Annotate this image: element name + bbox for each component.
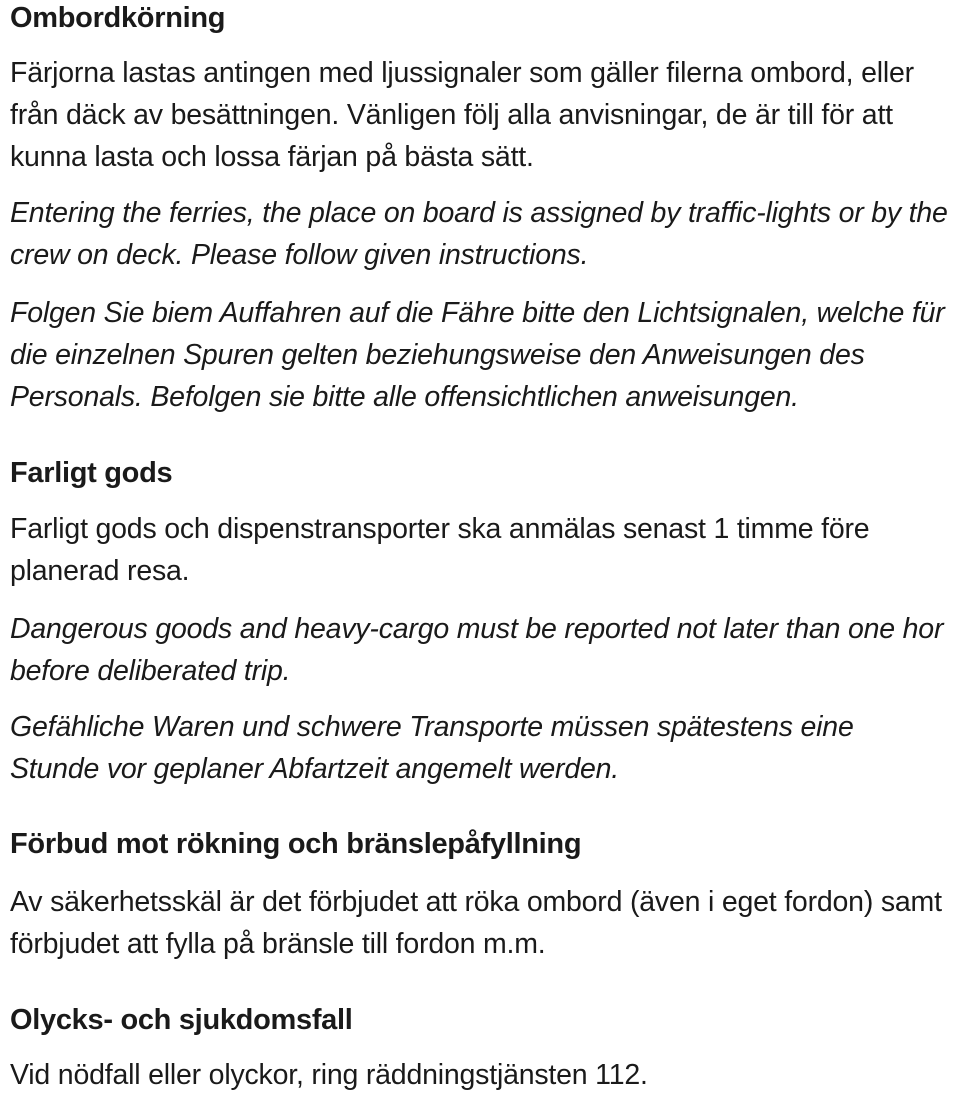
- section-heading-ombordkorning: Ombordkörning: [10, 2, 226, 34]
- paragraph-german-dangerous-goods: Gefähliche Waren und schwere Transporte müssen spätestens eine Stunde vor geplaner Abfartzeit angemelt werden.: [10, 711, 854, 785]
- paragraph-german-boarding: Folgen Sie biem Auffahren auf die Fähre bitte den Lichtsignalen, welche für die einzelnen Spuren gelten beziehungsweise den Anweisungen des Personals. Befolgen sie bitte alle offensichtlichen anweisungen.: [10, 297, 945, 413]
- paragraph-emergency-number: Vid nödfall eller olyckor, ring räddningstjänsten 112.: [10, 1059, 648, 1091]
- section-heading-smoking-refueling-ban: Förbud mot rökning och bränslepåfyllning: [10, 828, 582, 860]
- section-heading-farligt-gods: Farligt gods: [10, 457, 173, 489]
- paragraph-swedish-boarding: Färjorna lastas antingen med ljussignaler som gäller filerna ombord, eller från däck av besättningen. Vänligen följ alla anvisningar, de är till för att kunna lasta och lossa färjan på bästa sätt.: [10, 57, 914, 173]
- paragraph-english-boarding: Entering the ferries, the place on board is assigned by traffic-lights or by the crew on deck. Please follow given instructions.: [10, 197, 948, 271]
- paragraph-english-dangerous-goods: Dangerous goods and heavy-cargo must be reported not later than one hor before deliberated trip.: [10, 613, 944, 687]
- paragraph-smoking-refueling-ban: Av säkerhetsskäl är det förbjudet att röka ombord (även i eget fordon) samt förbjudet att fylla på bränsle till fordon m.m.: [10, 886, 942, 960]
- section-heading-accidents-illness: Olycks- och sjukdomsfall: [10, 1004, 353, 1036]
- paragraph-swedish-dangerous-goods: Farligt gods och dispenstransporter ska anmälas senast 1 timme före planerad resa.: [10, 513, 870, 587]
